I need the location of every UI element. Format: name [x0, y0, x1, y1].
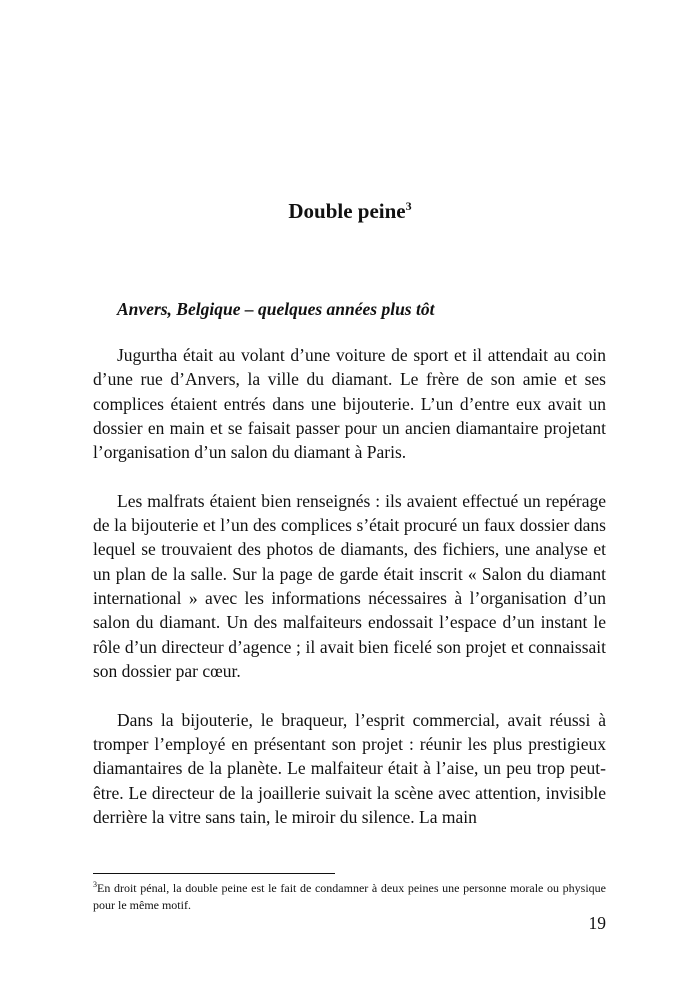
chapter-title-text: Double peine [288, 199, 406, 223]
paragraph-3: Dans la bijouterie, le braqueur, l’esprit commercial, avait réussi à tromper l’employé en présentant son projet : réunir les plus prestigieux diamantaires de la planète. Le malfaiteur était à l’aise, un peu trop peut-être. Le directeur de la joaillerie suivait la scène avec attention, invisible derrière la vitre sans tain, le miroir du silence. La main [93, 709, 606, 827]
paragraph-1: Jugurtha était au volant d’une voiture de sport et il attendait au coin d’une rue d’Anvers, la ville du diamant. Le frère de son amie et ses complices étaient entrés dans une bijouterie. L’un d’entre eux avait un dossier en main et se faisait passer pour un ancien diamantaire projetant l’organisation d’un salon du diamant à Paris. [93, 345, 606, 463]
chapter-title [0, 196, 700, 226]
section-subtitle: Anvers, Belgique – quelques années plus tôt [117, 299, 435, 319]
footnote-number: 3 [93, 880, 97, 889]
footnote-divider [93, 873, 335, 874]
footnote [93, 880, 606, 914]
body-text [93, 343, 606, 829]
footnote-text: En droit pénal, la double peine est le fait de condamner à deux peines une personne morale ou physique pour le même motif. [93, 881, 606, 912]
page-number: 19 [588, 913, 606, 933]
paragraph-2: Les malfrats étaient bien renseignés : ils avaient effectué un repérage de la bijouterie et l’un des complices s’était procuré un faux dossier dans lequel se trouvaient des photos de diamants, des fichiers, une analyse et un plan de la salle. Sur la page de garde était inscrit « Salon du diamant international » avec les informations nécessaires à l’organisation d’un salon du diamant. Un des malfaiteurs endossait l’espace d’un instant le rôle d’un directeur d’agence ; il avait bien ficelé son projet et connaissait son dossier par cœur. [93, 490, 606, 681]
footnote-reference: 3 [405, 199, 412, 213]
